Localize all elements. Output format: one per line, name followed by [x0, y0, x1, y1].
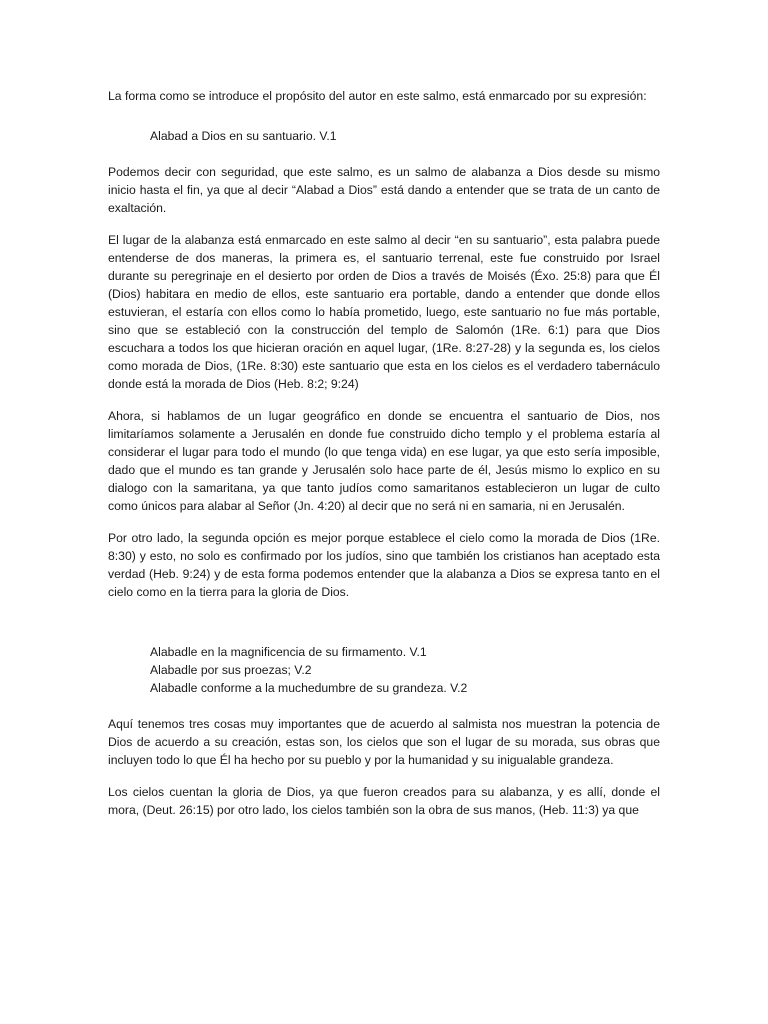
verse-quote-block: [108, 127, 660, 145]
body-paragraph: Ahora, si hablamos de un lugar geográfico en donde se encuentra el santuario de Dios, nos limitaríamos solamente a Jerusalén en donde fue construido dicho templo y el problema estaría al considerar el lugar para todo el mundo (lo que tenga vida) en ese lugar, ya que esto sería imposible, dado que el mundo es tan grande y Jerusalén solo hace parte de él, Jesús mismo lo explico en su dialogo con la samaritana, ya que tanto judíos como samaritanos establecieron un lugar de culto como únicos para alabar al Señor (Jn. 4:20) al decir que no será ni en samaria, ni en Jerusalén.: [108, 409, 660, 513]
verse-line: Alabadle por sus proezas; V.2: [150, 663, 312, 677]
verse-line: Alabadle conforme a la muchedumbre de su grandeza. V.2: [150, 681, 468, 695]
body-paragraph: Los cielos cuentan la gloria de Dios, ya que fueron creados para su alabanza, y es allí, donde el mora, (Deut. 26:15) por otro lado, los cielos también son la obra de sus manos, (Heb. 11:3) ya que: [108, 785, 660, 817]
body-paragraph: Podemos decir con seguridad, que este salmo, es un salmo de alabanza a Dios desde su mismo inicio hasta el fin, ya que al decir “Alabad a Dios” está dando a entender que se trata de un canto de exaltación.: [108, 165, 660, 215]
body-paragraph: Por otro lado, la segunda opción es mejor porque establece el cielo como la morada de Dios (1Re. 8:30) y esto, no solo es confirmado por los judíos, sino que también los cristianos han aceptado esta verdad (Heb. 9:24) y de esta forma podemos entender que la alabanza a Dios se expresa tanto en el cielo como en la tierra para la gloria de Dios.: [108, 531, 660, 599]
body-paragraph: Aquí tenemos tres cosas muy importantes que de acuerdo al salmista nos muestran la potencia de Dios de acuerdo a su creación, estas son, los cielos que son el lugar de su morada, sus obras que incluyen todo lo que Él ha hecho por su pueblo y por la humanidad y su inigualable grandeza.: [108, 717, 660, 767]
document-page: [108, 87, 660, 833]
intro-paragraph: La forma como se introduce el propósito del autor en este salmo, está enmarcado por su expresión:: [108, 89, 647, 103]
verse-line: Alabad a Dios en su santuario. V.1: [150, 129, 337, 143]
body-paragraph: El lugar de la alabanza está enmarcado en este salmo al decir “en su santuario”, esta palabra puede entenderse de dos maneras, la primera es, el santuario terrenal, este fue construido por Israel durante su peregrinaje en el desierto por orden de Dios a través de Moisés (Éxo. 25:8) para que Él (Dios) habitara en medio de ellos, este santuario era portable, dando a entender que donde ellos estuvieran, el estaría con ellos como lo había prometido, luego, este santuario no fue más portable, sino que se estableció con la construcción del templo de Salomón (1Re. 6:1) para que Dios escuchara a todos los que hicieran oración en aquel lugar, (1Re. 8:27-28) y la segunda es, los cielos como morada de Dios, (1Re. 8:30) este santuario que esta en los cielos es el verdadero tabernáculo donde está la morada de Dios (Heb. 8:2; 9:24): [108, 233, 660, 391]
verse-line: Alabadle en la magnificencia de su firmamento. V.1: [150, 645, 427, 659]
verse-list-block: [108, 643, 660, 697]
